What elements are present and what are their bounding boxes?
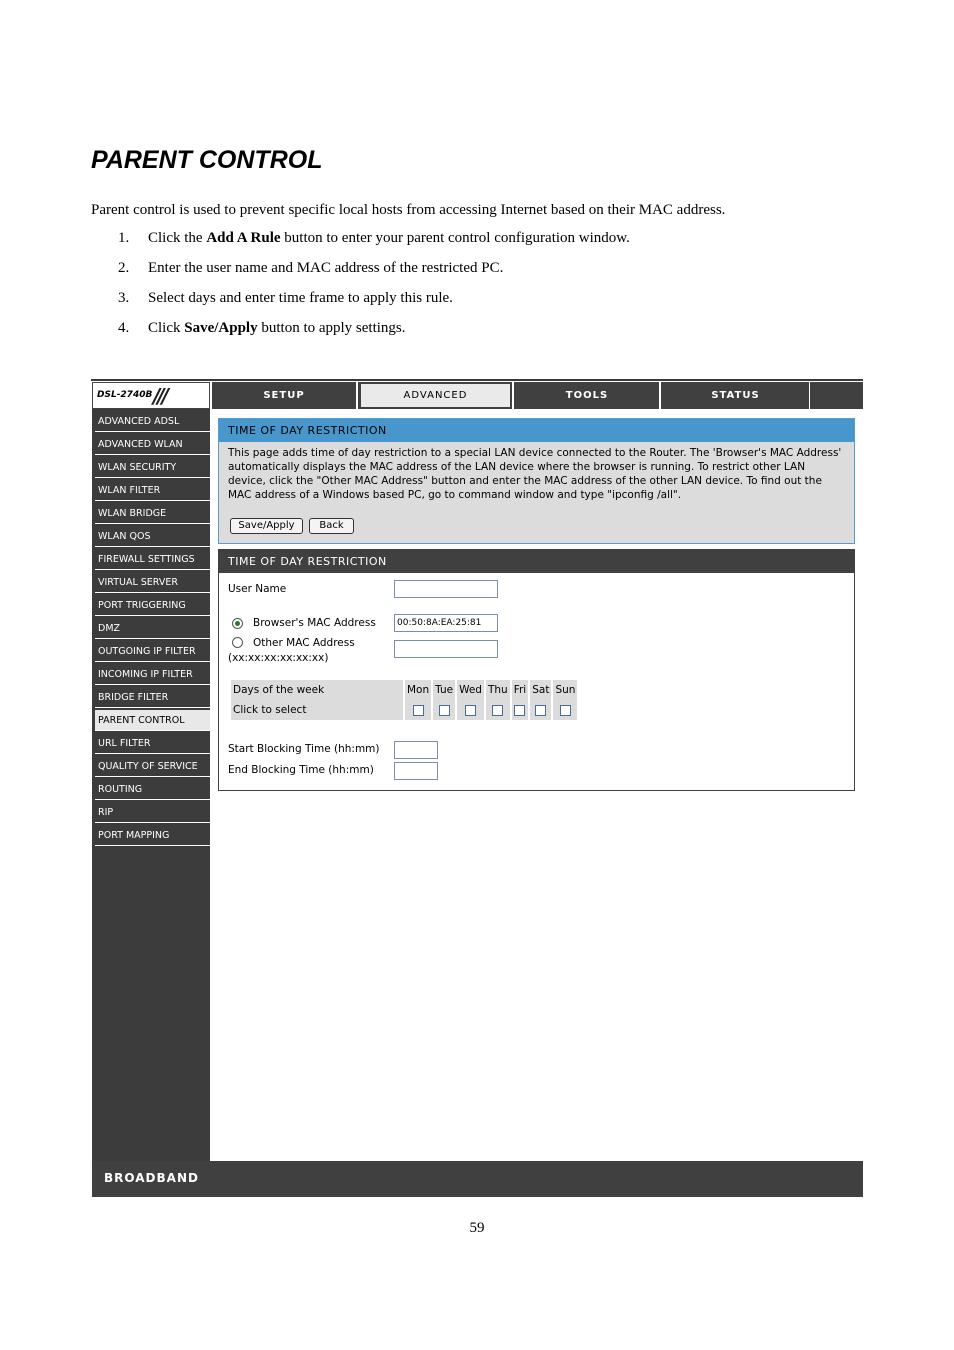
sidebar-item-bridge-filter[interactable]: BRIDGE FILTER — [95, 687, 210, 708]
info-panel-description: This page adds time of day restriction to a special LAN device connected to the Router. The 'Browser's MAC Address' automatically displays the MAC address of the LAN device where the browser is running. To restrict other LAN device, click the "Other MAC Address" button and enter the MAC address of the other LAN device. To find out the MAC address of a Windows based PC, go to command window and type "ipconfig /all". — [228, 447, 842, 501]
sidebar-item-port-mapping[interactable]: PORT MAPPING — [95, 825, 210, 846]
sidebar-item-wlan-security[interactable]: WLAN SECURITY — [95, 457, 210, 478]
step-item — [118, 230, 630, 260]
sidebar-item-advanced-adsl[interactable]: ADVANCED ADSL — [95, 411, 210, 432]
end-time-input[interactable] — [394, 762, 438, 780]
step-text-part: Click the — [148, 230, 207, 246]
page-number: 59 — [469, 1220, 485, 1236]
intro-paragraph: Parent control is used to prevent specific local hosts from accessing Internet based on their MAC address. — [91, 202, 726, 218]
sidebar-item-wlan-qos[interactable]: WLAN QOS — [95, 526, 210, 547]
step-text-part: Select days and enter time frame to apply this rule. — [148, 290, 453, 306]
sidebar-item-url-filter[interactable]: URL FILTER — [95, 733, 210, 754]
other-mac-format-hint: (xx:xx:xx:xx:xx:xx) — [228, 652, 329, 664]
day-label-sun: Sun — [553, 680, 577, 700]
other-mac-label: Other MAC Address — [253, 637, 355, 649]
day-checkbox-wed[interactable] — [465, 705, 476, 716]
info-panel — [218, 418, 855, 544]
other-mac-radio[interactable] — [232, 637, 243, 648]
tab-separator — [356, 382, 358, 409]
tab-status[interactable]: STATUS — [662, 382, 809, 409]
click-to-select-label: Click to select — [231, 700, 403, 720]
footer-bar — [92, 1161, 863, 1197]
step-number: 3. — [118, 290, 130, 306]
browser-mac-radio[interactable] — [232, 618, 243, 629]
step-text-part: Click — [148, 320, 185, 336]
end-time-label: End Blocking Time (hh:mm) — [228, 764, 374, 776]
day-label-fri: Fri — [512, 680, 529, 700]
other-mac-input[interactable] — [394, 640, 498, 658]
tab-tools[interactable]: TOOLS — [515, 382, 659, 409]
sidebar-item-port-triggering[interactable]: PORT TRIGGERING — [95, 595, 210, 616]
top-border — [91, 379, 863, 381]
step-number: 4. — [118, 320, 130, 336]
step-text-bold: Save/Apply — [184, 320, 258, 336]
sidebar-item-virtual-server[interactable]: VIRTUAL SERVER — [95, 572, 210, 593]
tab-setup[interactable]: SETUP — [212, 382, 356, 409]
sidebar-item-advanced-wlan[interactable]: ADVANCED WLAN — [95, 434, 210, 455]
day-label-tue: Tue — [433, 680, 455, 700]
day-cell — [530, 700, 551, 720]
day-cell — [486, 700, 510, 720]
start-time-label: Start Blocking Time (hh:mm) — [228, 743, 380, 755]
steps-list — [118, 230, 630, 350]
sidebar-item-wlan-bridge[interactable]: WLAN BRIDGE — [95, 503, 210, 524]
router-ui-screenshot — [91, 379, 863, 1197]
sidebar-item-rip[interactable]: RIP — [95, 802, 210, 823]
day-checkbox-sat[interactable] — [535, 705, 546, 716]
browser-mac-label: Browser's MAC Address — [253, 617, 376, 629]
logo-slash-icon: /// — [153, 384, 166, 408]
day-label-sat: Sat — [530, 680, 551, 700]
sidebar-item-parent-control[interactable]: PARENT CONTROL — [95, 710, 210, 731]
step-text-part: Enter the user name and MAC address of the restricted PC. — [148, 260, 504, 276]
tab-advanced[interactable]: ADVANCED — [359, 382, 512, 409]
sidebar-item-incoming-ip-filter[interactable]: INCOMING IP FILTER — [95, 664, 210, 685]
browser-mac-input[interactable]: 00:50:8A:EA:25:81 — [394, 614, 498, 632]
day-checkbox-mon[interactable] — [413, 705, 424, 716]
day-checkbox-sun[interactable] — [560, 705, 571, 716]
restriction-form-header: TIME OF DAY RESTRICTION — [219, 550, 854, 573]
step-text-part: button to enter your parent control configuration window. — [280, 230, 630, 246]
user-name-label: User Name — [228, 583, 287, 595]
step-text-part: button to apply settings. — [257, 320, 406, 336]
save-apply-button[interactable]: Save/Apply — [230, 518, 303, 534]
day-label-thu: Thu — [486, 680, 510, 700]
sidebar-item-quality-of-service[interactable]: QUALITY OF SERVICE — [95, 756, 210, 777]
step-text — [148, 290, 453, 320]
day-cell — [405, 700, 431, 720]
day-cell — [553, 700, 577, 720]
sidebar-item-routing[interactable]: ROUTING — [95, 779, 210, 800]
days-table — [229, 680, 579, 720]
brand-logo — [92, 382, 210, 409]
day-label-mon: Mon — [405, 680, 431, 700]
step-text — [148, 320, 406, 350]
sidebar-item-outgoing-ip-filter[interactable]: OUTGOING IP FILTER — [95, 641, 210, 662]
footer-brand: BROADBAND — [104, 1171, 199, 1185]
user-name-input[interactable] — [394, 580, 498, 598]
step-item — [118, 290, 630, 320]
day-cell — [457, 700, 484, 720]
day-checkbox-tue[interactable] — [439, 705, 450, 716]
step-item — [118, 320, 630, 350]
step-number: 1. — [118, 230, 130, 246]
day-cell — [512, 700, 529, 720]
info-panel-header: TIME OF DAY RESTRICTION — [219, 419, 854, 442]
step-item — [118, 260, 630, 290]
sidebar-item-dmz[interactable]: DMZ — [95, 618, 210, 639]
step-number: 2. — [118, 260, 130, 276]
days-label: Days of the week — [231, 680, 403, 700]
sidebar-item-firewall-settings[interactable]: FIREWALL SETTINGS — [95, 549, 210, 570]
day-checkbox-thu[interactable] — [492, 705, 503, 716]
day-label-wed: Wed — [457, 680, 484, 700]
step-text — [148, 230, 630, 260]
day-checkbox-fri[interactable] — [514, 705, 525, 716]
model-name: DSL-2740B — [97, 390, 153, 400]
step-text — [148, 260, 503, 290]
step-text-bold: Add A Rule — [206, 230, 281, 246]
sidebar — [92, 409, 210, 1161]
tab-empty — [810, 382, 863, 409]
tab-separator — [512, 382, 514, 409]
back-button[interactable]: Back — [309, 518, 354, 534]
page-title: PARENT CONTROL — [91, 146, 323, 174]
tab-separator — [659, 382, 661, 409]
day-cell — [433, 700, 455, 720]
sidebar-item-wlan-filter[interactable]: WLAN FILTER — [95, 480, 210, 501]
top-nav — [212, 382, 863, 409]
start-time-input[interactable] — [394, 741, 438, 759]
restriction-form — [218, 549, 855, 791]
